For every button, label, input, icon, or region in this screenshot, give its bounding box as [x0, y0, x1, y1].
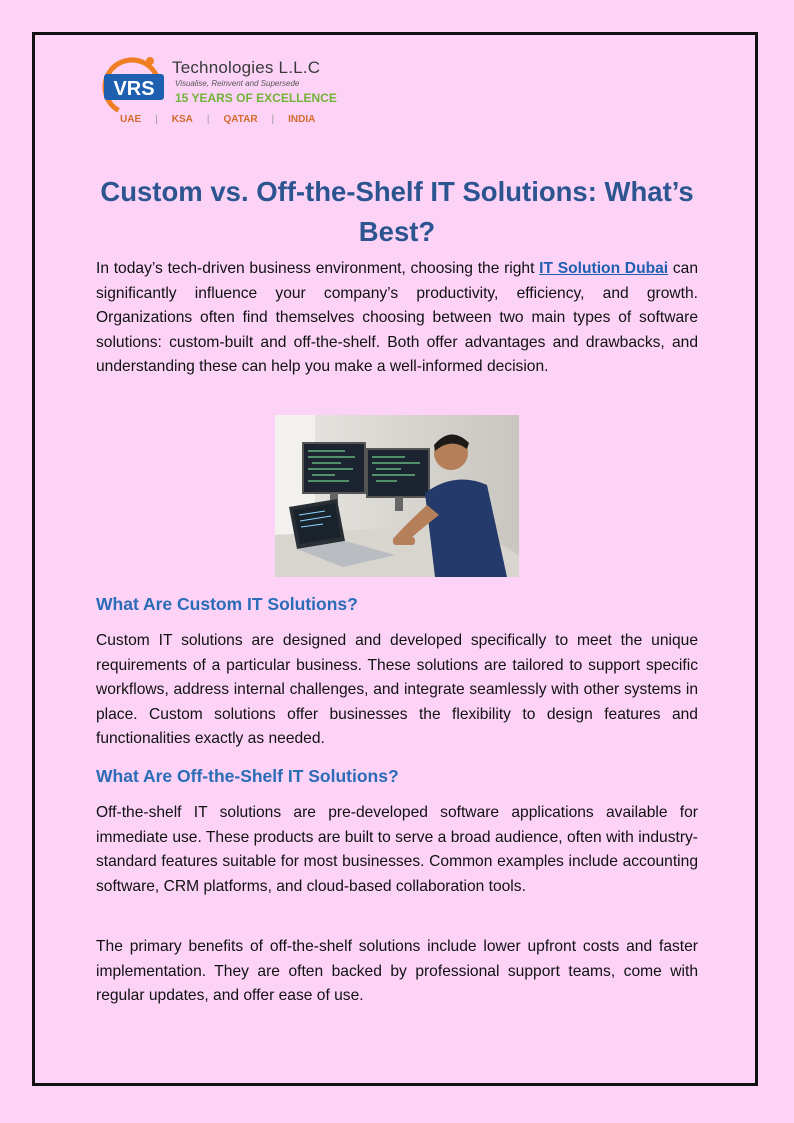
region-separator: | [271, 114, 275, 125]
section-heading-custom: What Are Custom IT Solutions? [96, 594, 358, 614]
intro-paragraph [96, 257, 698, 380]
company-name: Technologies L.L.C [172, 58, 321, 77]
custom-solutions-paragraph: Custom IT solutions are designed and developed specifically to meet the unique requirements of a particular business. These solutions are tailored to support specific workflows, address internal challenges, and integrate seamlessly with other systems in place. Custom solutions offer businesses the flexibility to design features and functionalities exactly as needed. [96, 632, 698, 747]
region-list [120, 114, 315, 125]
off-the-shelf-benefits-paragraph: The primary benefits of off-the-shelf solutions include lower upfront costs and faster implementation. They are often backed by professional support teams, come with regular updates, and offer ease of use. [96, 938, 698, 1004]
developer-photo-icon [275, 415, 519, 577]
intro-text-after: can significantly influence your company’s productivity, efficiency, and growth. Organizations often find themselves choosing between two main types of software solutions: custom-built and off-the-shelf. Both offer advantages and drawbacks, and understanding these can help you make a well-informed decision. [96, 260, 699, 375]
region-qatar: QATAR [223, 114, 258, 125]
years-of-excellence: 15 YEARS OF EXCELLENCE [175, 91, 337, 105]
company-tagline: Visualise, Reinvent and Supersede [175, 79, 300, 88]
it-solution-dubai-link[interactable]: IT Solution Dubai [539, 260, 669, 277]
region-ksa: KSA [171, 114, 193, 125]
vrs-logo-icon [98, 56, 172, 118]
region-separator: | [206, 114, 210, 125]
region-separator: | [155, 114, 158, 125]
developer-workspace-photo [275, 415, 519, 577]
region-india: INDIA [288, 114, 316, 125]
logo-mark-text: VRS [113, 78, 155, 100]
section-heading-off-the-shelf: What Are Off-the-Shelf IT Solutions? [96, 766, 399, 786]
off-the-shelf-paragraph: Off-the-shelf IT solutions are pre-developed software applications available for immediate use. These products are built to serve a broad audience, often with industry-standard features suitable for most businesses. Common examples include accounting software, CRM platforms, and cloud-based collaboration tools. [96, 804, 698, 895]
intro-text-before: In today’s tech-driven business environment, choosing the right [96, 260, 540, 277]
region-uae: UAE [120, 114, 142, 125]
article-title: Custom vs. Off-the-Shelf IT Solutions: What’s Best? [100, 176, 694, 247]
